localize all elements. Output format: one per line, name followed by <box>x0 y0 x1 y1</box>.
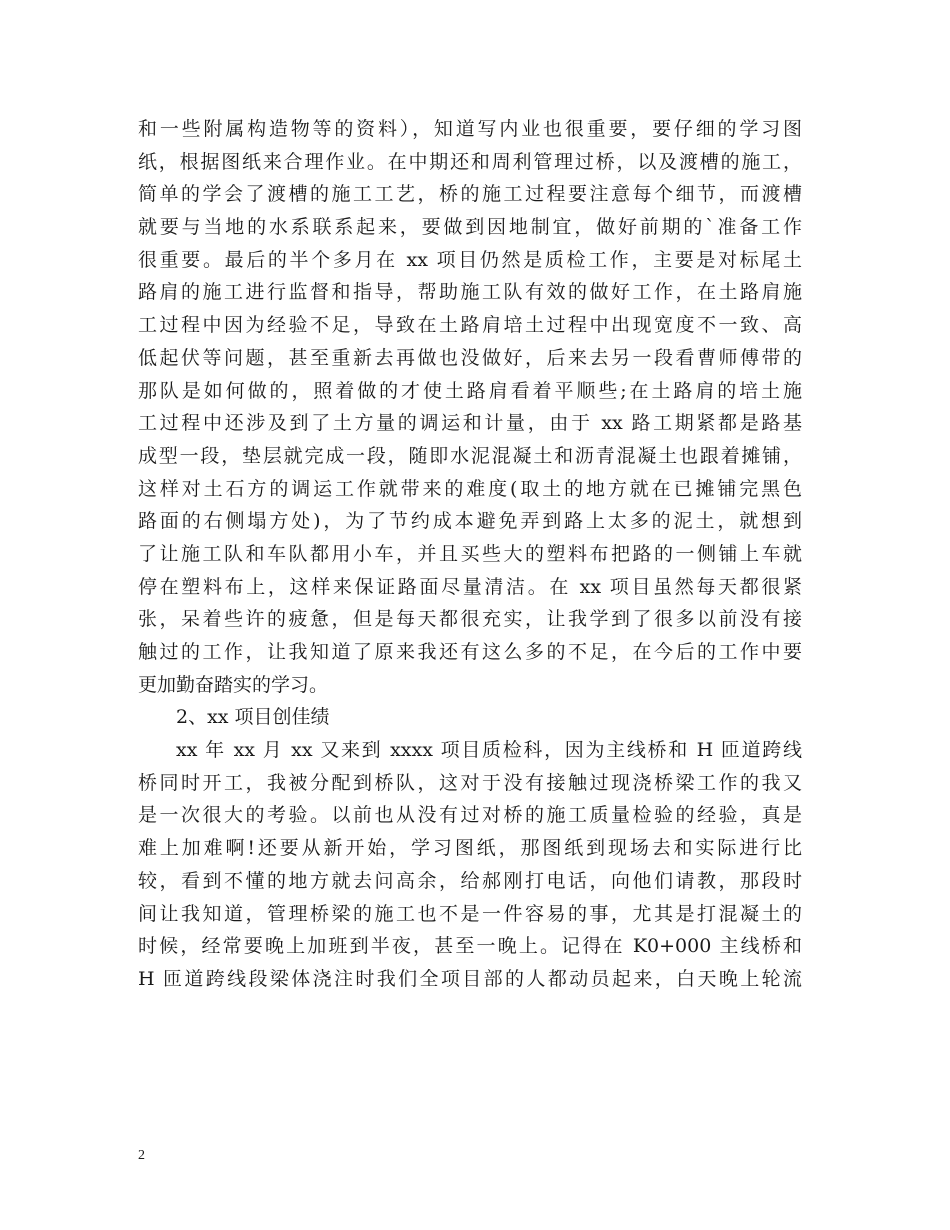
text-line: 成型一段，垫层就完成一段，随即水泥混凝土和沥青混凝土也跟着摊铺， <box>138 444 802 467</box>
text-line: 就要与当地的水系联系起来，要做到因地制宜，做好前期的`准备工作 <box>138 216 802 239</box>
text-line: 工过程中还涉及到了土方量的调运和计量，由于 xx 路工期紧都是路基 <box>138 412 802 435</box>
page-number: 2 <box>138 1148 145 1163</box>
text-line: 时候，经常要晚上加班到半夜，甚至一晚上。记得在 K0+000 主线桥和 <box>138 935 802 958</box>
text-line: 张，呆着些许的疲惫，但是每天都很充实，让我学到了很多以前没有接 <box>138 608 802 631</box>
text-line: 停在塑料布上，这样来保证路面尽量清洁。在 xx 项目虽然每天都很紧 <box>138 575 802 598</box>
text-line: H 匝道跨线段梁体浇注时我们全项目部的人都动员起来，白天晚上轮流 <box>138 967 802 990</box>
section-heading: 2、xx 项目创佳绩 <box>176 706 330 729</box>
text-line: 简单的学会了渡槽的施工工艺，桥的施工过程要注意每个细节，而渡槽 <box>138 183 802 206</box>
text-line: 和一些附属构造物等的资料），知道写内业也很重要，要仔细的学习图 <box>138 118 802 140</box>
text-line: 难上加难啊!还要从新开始，学习图纸，那图纸到现场去和实际进行比 <box>138 837 802 860</box>
text-line: 低起伏等问题，甚至重新去再做也没做好，后来去另一段看曹师傅带的 <box>138 346 802 369</box>
body-text <box>138 113 802 996</box>
text-line: 纸，根据图纸来合理作业。在中期还和周利管理过桥，以及渡槽的施工， <box>138 150 802 173</box>
text-line: 那队是如何做的，照着做的才使土路肩看着平顺些;在土路肩的培土施 <box>138 379 802 402</box>
text-line: 路肩的施工进行监督和指导，帮助施工队有效的做好工作，在土路肩施 <box>138 281 802 304</box>
text-line: 触过的工作，让我知道了原来我还有这么多的不足，在今后的工作中要 <box>138 641 802 663</box>
text-line: 很重要。最后的半个多月在 xx 项目仍然是质检工作，主要是对标尾土 <box>138 248 802 271</box>
text-line: 了让施工队和车队都用小车，并且买些大的塑料布把路的一侧铺上车就 <box>138 542 802 565</box>
text-line: 路面的右侧塌方处)，为了节约成本避免弄到路上太多的泥土，就想到 <box>138 510 802 533</box>
text-line: 较，看到不懂的地方就去问高余，给郝刚打电话，向他们请教，那段时 <box>138 869 802 892</box>
text-line: 这样对土石方的调运工作就带来的难度(取土的地方就在已摊铺完黑色 <box>138 477 802 500</box>
text-line: 工过程中因为经验不足，导致在土路肩培土过程中出现宽度不一致、高 <box>138 314 802 337</box>
text-line: 间让我知道，管理桥梁的施工也不是一件容易的事，尤其是打混凝土的 <box>138 902 802 925</box>
text-line: 是一次很大的考验。以前也从没有过对桥的施工质量检验的经验，真是 <box>138 804 802 827</box>
text-line: 桥同时开工，我被分配到桥队，这对于没有接触过现浇桥梁工作的我又 <box>138 771 802 794</box>
text-line: xx 年 xx 月 xx 又来到 xxxx 项目质检科，因为主线桥和 H 匝道跨线 <box>176 739 802 762</box>
text-line: 更加勤奋踏实的学习。 <box>138 673 329 696</box>
